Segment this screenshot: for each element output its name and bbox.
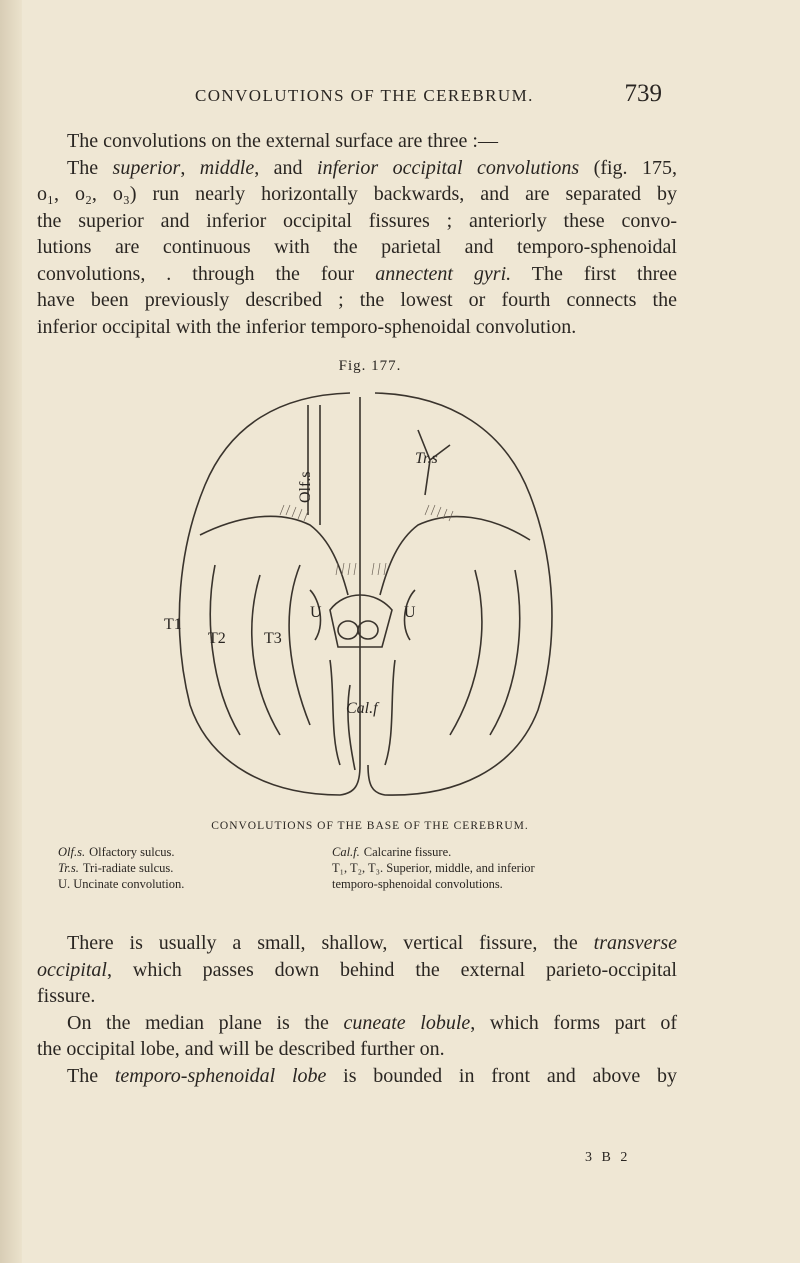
label-trs: Tr.s	[415, 450, 438, 467]
mammillary-body-right	[358, 621, 378, 639]
signature-mark: 3 B 2	[585, 1150, 631, 1165]
legend-item: T₁, T₂, T₃. Superior, middle, and inferior	[332, 861, 535, 875]
legend-item: Olf.s. Olfactory sulcus.	[58, 845, 175, 859]
text-line: inferior occipital with the inferior temporo-sphenoidal convolution.	[37, 315, 577, 338]
text-line: the superior and inferior occipital fissures ; anteriorly these convo-	[37, 209, 677, 232]
text-line: On the median plane is the cuneate lobule, which forms part of	[67, 1011, 678, 1034]
label-cal: Cal.f	[346, 700, 378, 717]
right-hemisphere-outline	[368, 393, 552, 795]
left-frontal-boundary	[200, 516, 348, 595]
text-line: The superior, middle, and inferior occipital convolutions (fig. 175,	[67, 156, 677, 179]
optic-chiasm	[330, 595, 392, 647]
text-line: fissure.	[37, 985, 96, 1007]
text-line: o₁, o₂, o₃) run nearly horizontally backwards, and are separated by	[37, 183, 677, 205]
label-t2: T2	[208, 630, 226, 647]
label-t3: T3	[264, 630, 282, 647]
brain-base-illustration	[160, 385, 570, 805]
text-line: The temporo-sphenoidal lobe is bounded in front and above by	[67, 1064, 677, 1087]
text-line: lutions are continuous with the parietal and temporo-sphenoidal	[37, 236, 677, 258]
paragraph-external-convolutions	[37, 128, 677, 340]
label-t1: T1	[164, 616, 182, 633]
page-gutter-shadow	[0, 0, 22, 1263]
label-olfs: Olf.s	[297, 471, 314, 503]
figure-label: Fig. 177.	[338, 358, 402, 374]
figure-caption-title: CONVOLUTIONS OF THE BASE OF THE CEREBRUM.	[211, 820, 529, 832]
left-temporal-lobe	[210, 565, 240, 735]
calcarine-fissure	[348, 685, 355, 770]
legend-item: Tr.s. Tri-radiate sulcus.	[58, 861, 174, 875]
running-head-title: CONVOLUTIONS OF THE CEREBRUM.	[195, 86, 534, 105]
text-line: There is usually a small, shallow, vertical fissure, the transverse	[67, 932, 677, 954]
legend-column-left	[58, 844, 338, 892]
legend-column-right	[332, 844, 722, 892]
text-line: have been previously described ; the lowest or fourth connects the	[37, 289, 677, 311]
legend-item: Cal.f. Calcarine fissure.	[332, 845, 452, 859]
left-hemisphere-outline	[179, 393, 360, 795]
text-line: The convolutions on the external surface are three :—	[67, 130, 498, 152]
label-u-left: U	[310, 604, 322, 621]
page-number: 739	[624, 80, 662, 107]
legend-item: U. Uncinate convolution.	[58, 877, 185, 891]
label-u-right: U	[404, 604, 416, 621]
right-frontal-boundary	[380, 517, 530, 595]
text-line: convolutions, . through the four annectent gyri. The first three	[37, 262, 678, 285]
paragraph-transverse-occipital	[37, 930, 677, 1089]
text-line: the occipital lobe, and will be described further on.	[37, 1038, 445, 1060]
mammillary-body-left	[338, 621, 358, 639]
right-temporal-lobe	[490, 570, 520, 735]
text-line: occipital, which passes down behind the external parieto-occipital	[37, 958, 677, 981]
legend-item: temporo-sphenoidal convolutions.	[332, 877, 503, 891]
